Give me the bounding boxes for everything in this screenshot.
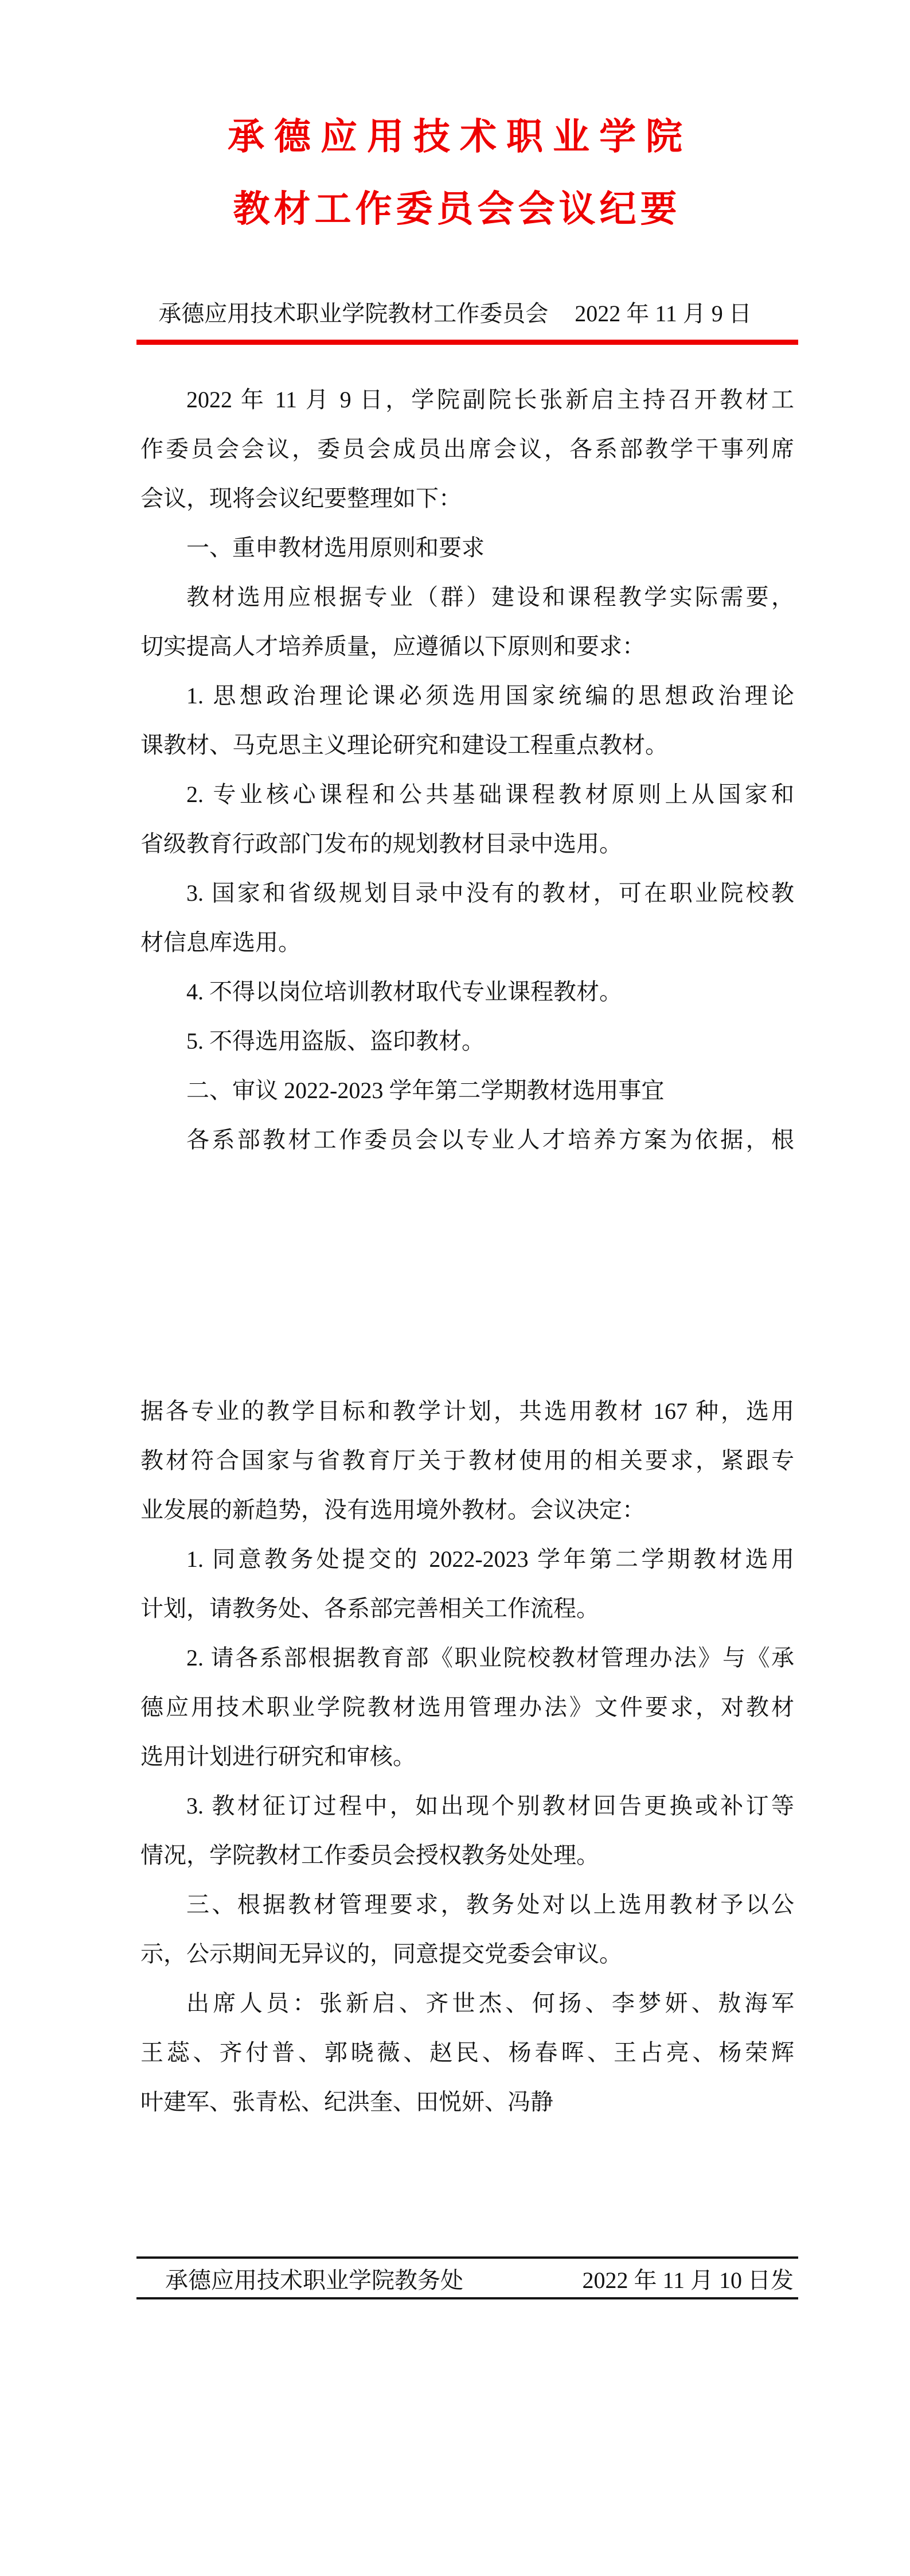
body-line: 计划，请教务处、各系部完善相关工作流程。 xyxy=(140,1596,599,1621)
body-line: 1. 同意教务处提交的 2022-2023 学年第二学期教材选用 xyxy=(186,1546,794,1572)
body-line: 切实提高人才培养质量，应遵循以下原则和要求： xyxy=(140,633,645,659)
doc-title-line-2: 教材工作委员会会议纪要 xyxy=(233,189,681,229)
body-line: 示，公示期间无异议的，同意提交党委会审议。 xyxy=(140,1941,622,1967)
body-line: 会议，现将会议纪要整理如下： xyxy=(140,485,462,511)
body-line: 三、根据教材管理要求，教务处对以上选用教材予以公 xyxy=(186,1892,794,1917)
body-line: 省级教育行政部门发布的规划教材目录中选用。 xyxy=(140,831,622,857)
body-line: 情况，学院教材工作委员会授权教务处处理。 xyxy=(140,1842,599,1868)
red-divider-rule xyxy=(136,340,798,345)
doc-title-line-1: 承德应用技术职业学院 xyxy=(228,116,692,157)
footer-issue-date: 2022 年 11 月 10 日发 xyxy=(582,2267,794,2293)
body-line: 二、审议 2022-2023 学年第二学期教材选用事宜 xyxy=(186,1077,665,1103)
body-page2 xyxy=(140,1387,794,2127)
footer-bottom-rule xyxy=(136,2297,798,2299)
body-line: 4. 不得以岗位培训教材取代专业课程教材。 xyxy=(186,979,622,1005)
body-line: 2. 请各系部根据教育部《职业院校教材管理办法》与《承 xyxy=(186,1645,794,1671)
footer-issuer: 承德应用技术职业学院教务处 xyxy=(165,2267,463,2293)
body-line: 一、重申教材选用原则和要求 xyxy=(186,535,485,561)
body-line: 1. 思想政治理论课必须选用国家统编的思想政治理论 xyxy=(186,683,794,709)
body-line: 业发展的新趋势，没有选用境外教材。会议决定： xyxy=(140,1497,645,1523)
body-line: 教材选用应根据专业（群）建设和课程教学实际需要， xyxy=(186,584,794,610)
body-line: 作委员会会议，委员会成员出席会议，各系部教学干事列席 xyxy=(140,436,794,462)
footer xyxy=(136,2261,798,2295)
body-line: 3. 国家和省级规划目录中没有的教材，可在职业院校教 xyxy=(186,880,794,906)
body-line: 2. 专业核心课程和公共基础课程教材原则上从国家和 xyxy=(186,781,794,807)
body-page1 xyxy=(140,375,794,1165)
body-line: 3. 教材征订过程中，如出现个别教材回告更换或补订等 xyxy=(186,1793,794,1819)
body-line: 5. 不得选用盗版、盗印教材。 xyxy=(186,1028,485,1054)
byline-date: 2022 年 11 月 9 日 xyxy=(575,301,752,326)
footer-top-rule xyxy=(136,2256,798,2259)
body-line: 2022 年 11 月 9 日，学院副院长张新启主持召开教材工 xyxy=(186,387,794,413)
body-line: 材信息库选用。 xyxy=(140,929,301,955)
body-line: 课教材、马克思主义理论研究和建设工程重点教材。 xyxy=(140,732,668,758)
body-line: 教材符合国家与省教育厅关于教材使用的相关要求，紧跟专 xyxy=(140,1447,794,1473)
body-line: 王蕊、齐付普、郭晓薇、赵民、杨春晖、王占亮、杨荣辉 xyxy=(140,2040,794,2065)
byline xyxy=(0,301,910,327)
body-line: 出席人员：张新启、齐世杰、何扬、李梦妍、敖海军 xyxy=(186,1990,794,2016)
body-line: 据各专业的教学目标和教学计划，共选用教材 167 种，选用 xyxy=(140,1398,794,1424)
body-line: 选用计划进行研究和审核。 xyxy=(140,1744,416,1769)
body-line: 各系部教材工作委员会以专业人才培养方案为依据，根 xyxy=(186,1127,794,1153)
byline-org: 承德应用技术职业学院教材工作委员会 xyxy=(158,301,549,326)
body-line: 叶建军、张青松、纪洪奎、田悦妍、冯静 xyxy=(140,2089,553,2115)
body-line: 德应用技术职业学院教材选用管理办法》文件要求，对教材 xyxy=(140,1694,794,1720)
